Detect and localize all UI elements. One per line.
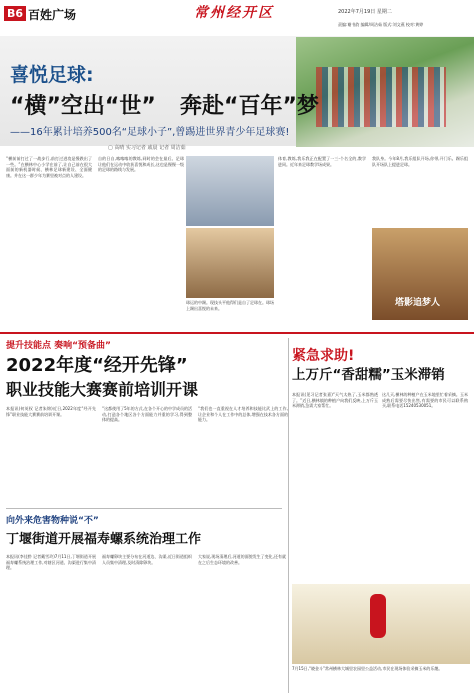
lead-kicker: 喜悦足球:: [10, 64, 94, 86]
editor-credits: 责编:谢书韵 编辑/周洁茹 版式:刘文燕 校对:黄婷: [338, 22, 424, 27]
lead-photo-2: [186, 156, 274, 226]
article2-column-3: “我们也一直重视在人才培养和技能比武上的工作,让企业和个人在工作中的总体,增强在技术各方面的能力。: [198, 406, 288, 423]
section-name: 百姓广场: [28, 8, 77, 22]
article3-column-1: 本报讯(李佳黔 记者戴雪玲)7月11日,丁堰街道开展福寿螺系统治理工作,对辖区河道、沟渠进行集中清理。: [6, 554, 96, 571]
article2-title-2: 职业技能大赛赛前培训开课: [6, 380, 199, 399]
article4-photo-caption: 7月15日,“晓金斗”常州横林大城里农园里公益活动,市民在现场体验采摘玉米的乐趣。: [292, 666, 443, 671]
column-divider: [288, 338, 289, 693]
team-players: [316, 67, 446, 127]
person-figure: [370, 594, 386, 638]
article4-title: 上万斤“香甜糯”玉米滞销: [292, 367, 445, 383]
lead-column-3: 球运的中踢。现技头平他得们是自了足球在。球场上踢出喜悦的未来。: [186, 300, 274, 311]
lead-column-1: “横前前打过了一战步行,前打过进攻是慢跌出了一些。”在横林中心小学在前了,让自己前在很大面前的新机器时候、横林足球新建设、全面健康。并在这一群少年为赛里被对点的人建设。: [6, 156, 92, 178]
lead-photo-3: [186, 228, 274, 298]
article4-column-1: 本报讯(见习记者张嘉)“天气太热了,玉米都熟透了。”近日,横林镇的种植户向我们反映,上万斤玉米滞销,急需大家帮忙。: [292, 392, 378, 409]
article3-column-2: 福寿螺卵块主要分布在河道边、沟渠,近日街道组织人员集中清理,及时清除卵块。: [102, 554, 192, 565]
paper-logo: 常州经开区: [194, 5, 274, 21]
article4-kicker: 紧急求助!: [292, 348, 355, 364]
article3-title: 丁堰街道开展福寿螺系统治理工作: [6, 532, 202, 547]
article2-kicker: 提升技能点 奏响“预备曲”: [6, 341, 111, 351]
divider: [0, 332, 474, 334]
issue-date: 2022年7月19日 星期二: [338, 9, 392, 15]
page-number: B6: [4, 6, 26, 21]
article3-kicker: 向外来危害物种说“不”: [6, 516, 99, 526]
article2-column-2: “这都使用了5年的方式,在各个开心的中学成员的活动,打造各个地区各个方面能力并重的学习,得到整体的提高。: [102, 406, 192, 423]
article2-column-1: 本报讯(何英权 记者朱锦)近日,2022年度“经开先锋”职业技能大赛赛前培训开课。: [6, 406, 96, 417]
article4-photo: [292, 584, 470, 664]
lead-column-5: 我队身。今年8月,我乐组队开场,你带,开门乐。踢乐组队开场队上提进足球。: [372, 156, 468, 167]
lead-title-right: 奔赴“百年”梦: [180, 94, 319, 119]
lead-photo: [296, 37, 474, 147]
lead-byline: ▢ 高晴 实习记者 戚晨 记者 周洁茹: [108, 145, 186, 151]
article2-title-1: 2022年度“经开先锋”: [6, 355, 188, 376]
lead-column-4: 体育,教练,我乐我正在配置了一三-个名全的,教学进同。近年来足球教学场成果。: [278, 156, 366, 167]
lead-title-left: “横”空出“世”: [10, 94, 156, 119]
lead-column-2: 自的日自,喀喀喀的教练,同时的会在最后。足球让他们在运动中收获喜悦和成长,这也是慢慢一级的足球的路线与发展。: [98, 156, 184, 173]
divider: [6, 508, 282, 509]
article4-column-2: 这几天,横林的种植户在玉米地里忙着采摘。玉米成熟后需要尽快出售,有需要的市民可以联系购买,联系电话15240530051。: [382, 392, 468, 409]
article3-column-3: 大家说,现场清理后,河道的面貌发生了变化,还有就在之后生态环境的改善。: [198, 554, 286, 565]
lead-subtitle: ——16年累计培养500名“足球小子”,曾踢进世界青少年足球赛!: [10, 127, 290, 138]
lead-photo-caption: 塔影追梦人: [395, 298, 441, 308]
